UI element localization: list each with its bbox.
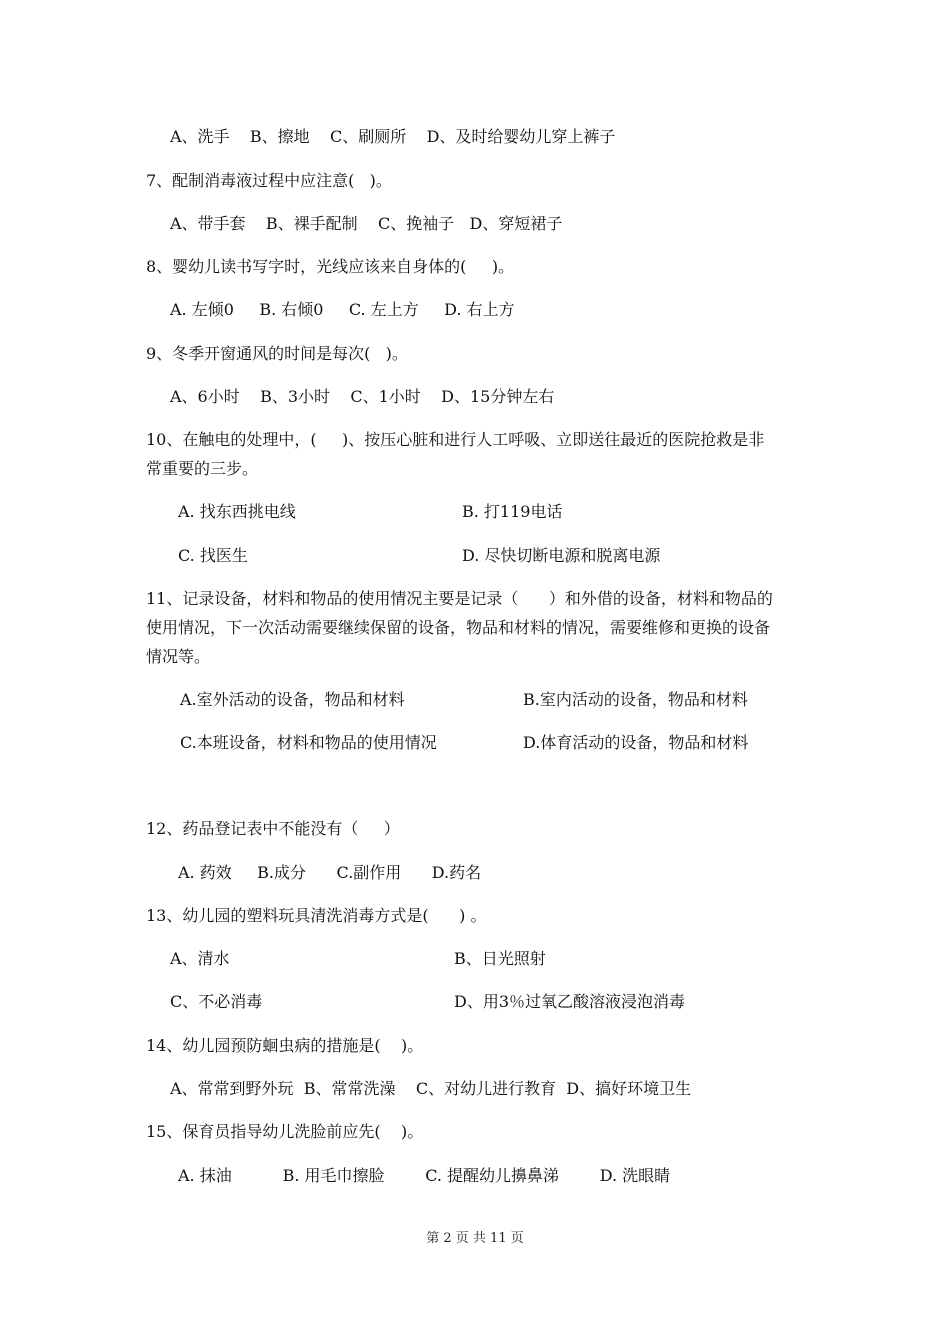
q11-option-d: D.体育活动的设备，物品和材料 xyxy=(523,733,749,752)
q10-option-b: B. 打119电话 xyxy=(462,502,563,521)
question-14: 14、幼儿园预防蛔虫病的措施是( )。 xyxy=(146,1036,424,1055)
q10-option-d: D. 尽快切断电源和脱离电源 xyxy=(462,546,661,565)
q8-options: A. 左倾0 B. 右倾0 C. 左上方 D. 右上方 xyxy=(170,300,515,319)
question-11-line-3: 情况等。 xyxy=(146,647,211,666)
question-11-line-1: 11、记录设备，材料和物品的使用情况主要是记录（ ）和外借的设备，材料和物品的 xyxy=(146,589,773,608)
q14-options: A、常常到野外玩 B、常常洗澡 C、对幼儿进行教育 D、搞好环境卫生 xyxy=(170,1079,692,1098)
q12-options: A. 药效 B.成分 C.副作用 D.药名 xyxy=(178,863,482,882)
question-8: 8、婴幼儿读书写字时，光线应该来自身体的( )。 xyxy=(146,257,515,276)
q10-option-c: C. 找医生 xyxy=(178,546,248,565)
page-footer: 第 2 页 共 11 页 xyxy=(426,1231,524,1246)
q13-option-d: D、用3％过氧乙酸溶液浸泡消毒 xyxy=(454,992,686,1011)
question-15: 15、保育员指导幼儿洗脸前应先( )。 xyxy=(146,1122,424,1141)
q11-option-c: C.本班设备，材料和物品的使用情况 xyxy=(180,733,437,752)
q11-option-a: A.室外活动的设备，物品和材料 xyxy=(180,690,405,709)
question-10-line-2: 常重要的三步。 xyxy=(146,459,259,478)
question-13: 13、幼儿园的塑料玩具清洗消毒方式是( ) 。 xyxy=(146,906,487,925)
question-10-line-1: 10、在触电的处理中，( )、按压心脏和进行人工呼吸、立即送往最近的医院抢救是非 xyxy=(146,430,765,449)
q10-option-a: A. 找东西挑电线 xyxy=(178,502,296,521)
question-12: 12、药品登记表中不能没有（ ） xyxy=(146,819,400,838)
q6-options: A、洗手 B、擦地 C、刷厕所 D、及时给婴幼儿穿上裤子 xyxy=(170,127,616,146)
q7-options: A、带手套 B、裸手配制 C、挽袖子 D、穿短裙子 xyxy=(170,214,563,233)
q13-option-a: A、清水 xyxy=(170,949,230,968)
q9-options: A、6小时 B、3小时 C、1小时 D、15分钟左右 xyxy=(170,387,555,406)
question-7: 7、配制消毒液过程中应注意( )。 xyxy=(146,171,392,190)
q15-options: A. 抹油 B. 用毛巾擦脸 C. 提醒幼儿擤鼻涕 D. 洗眼睛 xyxy=(178,1166,671,1185)
q13-option-b: B、日光照射 xyxy=(454,949,546,968)
q13-option-c: C、不必消毒 xyxy=(170,992,263,1011)
question-11-line-2: 使用情况，下一次活动需要继续保留的设备，物品和材料的情况，需要维修和更换的设备 xyxy=(146,618,771,637)
q11-option-b: B.室内活动的设备，物品和材料 xyxy=(523,690,748,709)
question-9: 9、冬季开窗通风的时间是每次( )。 xyxy=(146,344,408,363)
